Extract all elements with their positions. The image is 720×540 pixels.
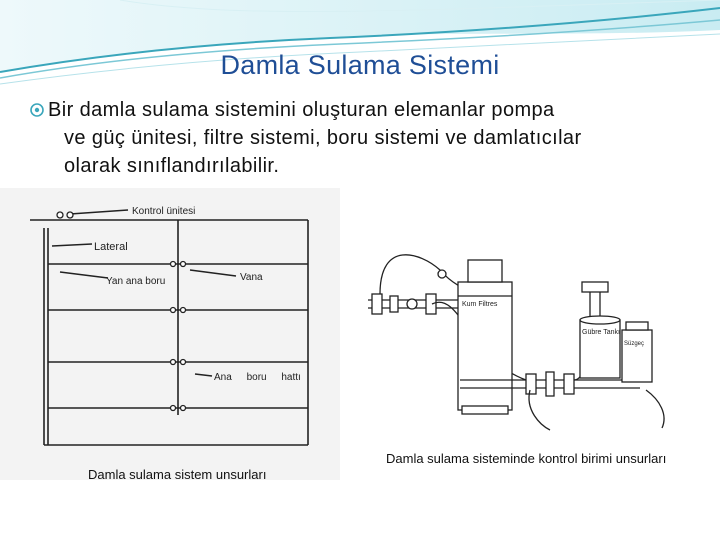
label-gubre-tanki: Gübre Tankı (582, 329, 621, 336)
label-kum-filtresi: Kum Filtres (462, 301, 498, 308)
label-suzgec: Süzgeç (624, 341, 645, 347)
bullet-mark-icon (28, 101, 46, 119)
bullet-paragraph (48, 96, 678, 180)
slide-title: Damla Sulama Sistemi (220, 50, 500, 80)
irrigation-layout-diagram (30, 200, 320, 450)
control-unit-diagram (350, 230, 680, 440)
label-ana-boru-hatti: Ana boru hattı (214, 372, 301, 383)
right-figure-caption: Damla sulama sisteminde kontrol birimi unsurları (386, 451, 667, 466)
left-figure-caption: Damla sulama sistem unsurları (88, 467, 267, 482)
bullet-line-3: olarak sınıflandırılabilir. (64, 155, 280, 177)
bullet-line-1: Bir damla sulama sistemini oluşturan elemanlar pompa (48, 99, 555, 121)
label-yan-ana-boru: Yan ana boru (106, 276, 166, 287)
label-kontrol-unitesi: Kontrol ünitesi (132, 206, 196, 217)
bullet-line-2: ve güç ünitesi, filtre sistemi, boru sistemi ve damlatıcılar (64, 127, 582, 149)
label-vana: Vana (240, 272, 263, 283)
label-lateral: Lateral (94, 241, 128, 253)
